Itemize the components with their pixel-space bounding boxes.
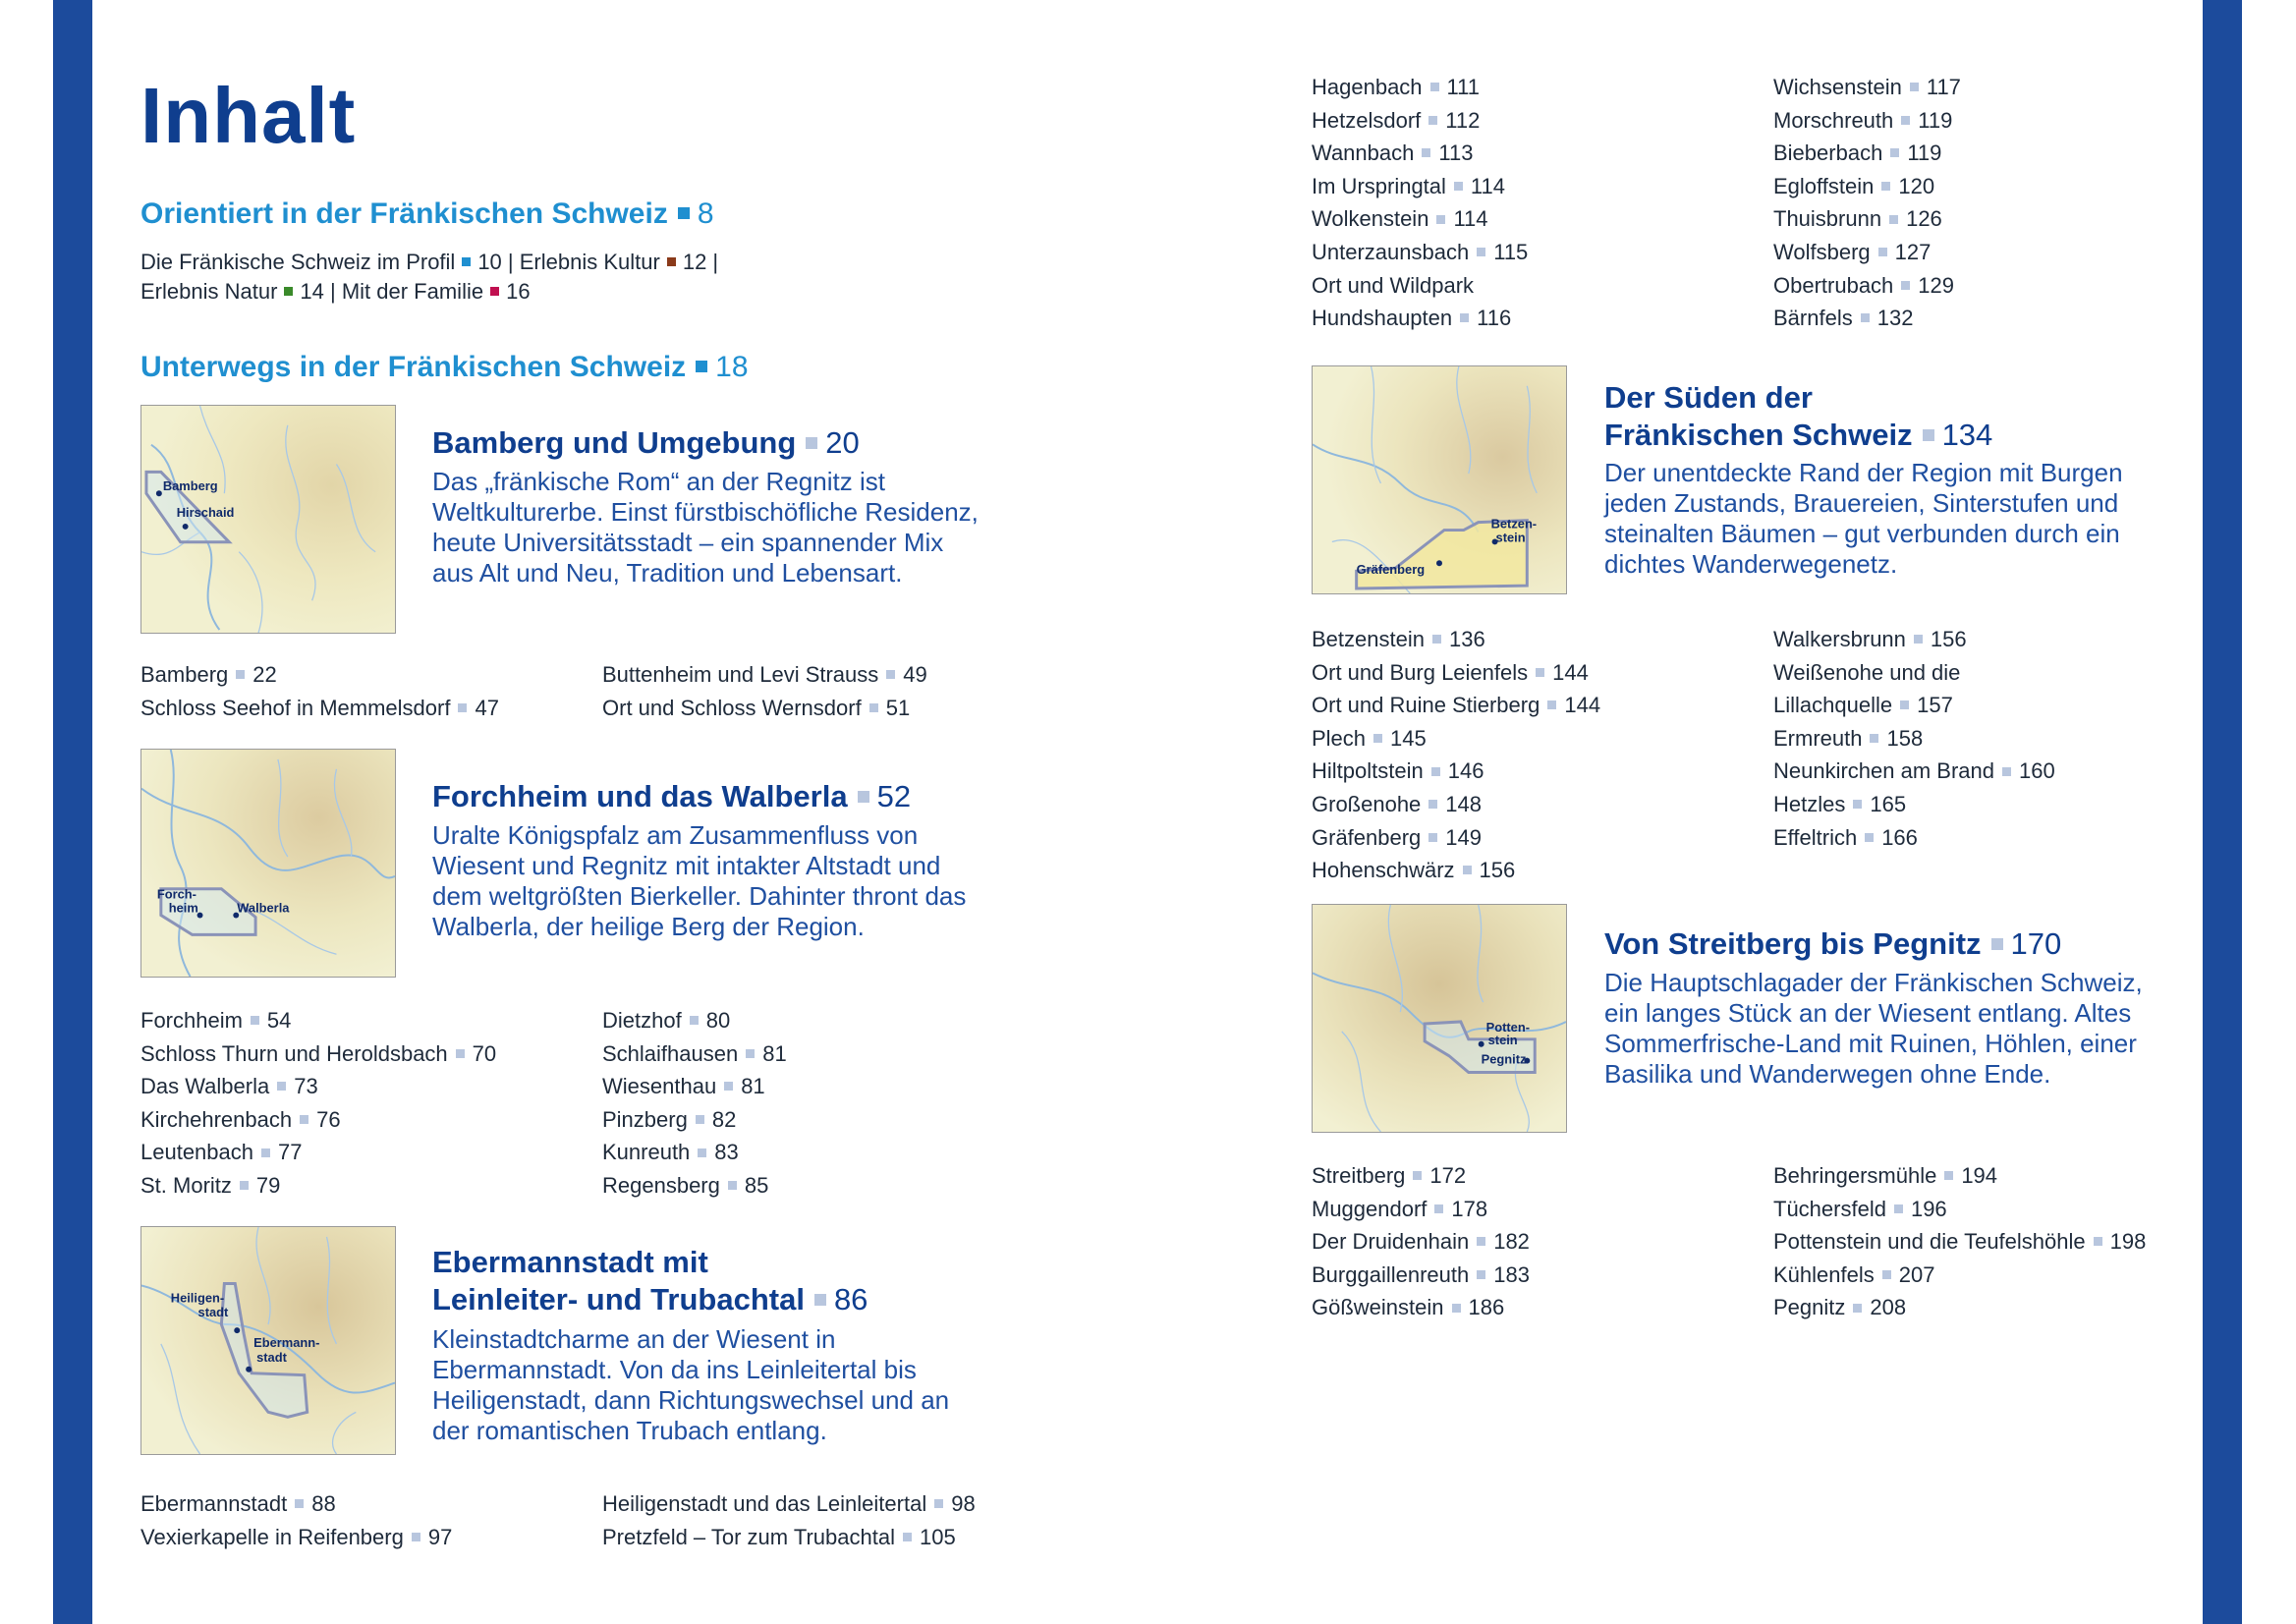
- square-bullet-icon: [1853, 800, 1862, 809]
- square-bullet-icon: [295, 1499, 304, 1508]
- square-bullet-icon: [1901, 281, 1910, 290]
- square-bullet-icon: [724, 1082, 733, 1091]
- square-bullet-icon: [934, 1499, 943, 1508]
- square-bullet-icon: [1477, 248, 1485, 256]
- entry-profil[interactable]: Die Fränkische Schweiz im Profil 10: [140, 250, 502, 274]
- list-item[interactable]: Muggendorf 178: [1312, 1196, 1488, 1221]
- list-item[interactable]: Streitberg 172: [1312, 1163, 1467, 1188]
- list-item[interactable]: Dietzhof 80: [602, 1008, 731, 1033]
- map-label-hirschaid: Hirschaid: [176, 505, 235, 521]
- square-bullet-icon: [1923, 429, 1934, 441]
- list-item[interactable]: Hetzelsdorf 112: [1312, 107, 1481, 133]
- square-bullet-icon: [1878, 248, 1887, 256]
- square-bullet-icon: [462, 257, 471, 266]
- list-item[interactable]: Vexierkapelle in Reifenberg 97: [140, 1524, 453, 1549]
- list-item[interactable]: Burggaillenreuth 183: [1312, 1261, 1530, 1287]
- square-bullet-icon: [1477, 1237, 1485, 1246]
- list-item[interactable]: Kunreuth 83: [602, 1140, 739, 1165]
- list-item[interactable]: Der Druidenhain 182: [1312, 1229, 1530, 1255]
- entry-list-continued-col1: [1312, 71, 1528, 335]
- page-title: Inhalt: [140, 72, 357, 159]
- square-bullet-icon: [458, 703, 467, 712]
- list-item[interactable]: Ort und Schloss Wernsdorf 51: [602, 695, 911, 720]
- entry-list-bamberg-col1: [140, 658, 499, 724]
- square-bullet-icon: [1861, 313, 1870, 322]
- list-item[interactable]: Wolkenstein 114: [1312, 206, 1488, 232]
- map-label-betzenstein-1: Betzen-: [1490, 516, 1538, 532]
- section-heading-orientiert[interactable]: Orientiert in der Fränkischen Schweiz 8: [140, 197, 714, 230]
- list-item[interactable]: Ermreuth 158: [1773, 725, 1924, 751]
- square-bullet-icon: [1865, 833, 1874, 842]
- list-item[interactable]: Bärnfels 132: [1773, 306, 1914, 331]
- list-item[interactable]: Gräfenberg 149: [1312, 824, 1483, 850]
- list-item[interactable]: Hiltpoltstein 146: [1312, 758, 1484, 784]
- square-bullet-icon: [1460, 313, 1469, 322]
- map-label-forchheim-1: Forch-: [156, 886, 196, 902]
- list-item[interactable]: Betzenstein 136: [1312, 627, 1485, 651]
- region-title-sueden[interactable]: Der Süden der Fränkischen Schweiz 134: [1604, 380, 1993, 452]
- square-bullet-icon: [1889, 215, 1898, 224]
- map-label-betzenstein-2: stein: [1495, 530, 1526, 545]
- list-item[interactable]: Hundshaupten 116: [1312, 306, 1512, 331]
- square-bullet-icon: [240, 1181, 249, 1190]
- square-bullet-icon: [1881, 182, 1890, 191]
- list-item[interactable]: Ebermannstadt 88: [140, 1491, 336, 1516]
- region-map-ebermannstadt[interactable]: [140, 1226, 396, 1455]
- list-item[interactable]: Bieberbach 119: [1773, 140, 1942, 166]
- map-label-forchheim-2: heim: [168, 900, 198, 916]
- region-description-ebermannstadt: Kleinstadtcharme an der Wiesent in Ebermannstadt. Von da ins Leinleitertal bis Heiligenstadt, dann Richtungswechsel und an der romantischen Trubach entlang.: [432, 1324, 950, 1445]
- list-item[interactable]: Forchheim 54: [140, 1008, 292, 1033]
- region-map-sueden[interactable]: [1312, 365, 1567, 594]
- list-item[interactable]: Schloss Thurn und Heroldsbach 70: [140, 1040, 497, 1066]
- map-label-pottenstein-1: Potten-: [1485, 1019, 1530, 1035]
- square-bullet-icon: [2002, 767, 2011, 776]
- square-bullet-icon: [1900, 700, 1909, 709]
- region-title-streitberg[interactable]: Von Streitberg bis Pegnitz 170: [1604, 926, 2062, 961]
- map-label-ebermannstadt-2: stadt: [256, 1349, 287, 1365]
- list-item[interactable]: Unterzaunsbach 115: [1312, 239, 1529, 264]
- square-bullet-icon: [1428, 800, 1437, 809]
- list-item[interactable]: Wannbach 113: [1312, 140, 1474, 166]
- square-bullet-icon: [806, 437, 817, 449]
- map-label-graefenberg: Gräfenberg: [1356, 562, 1426, 578]
- square-bullet-icon: [696, 1115, 704, 1124]
- entry-list-forchheim-col2: [602, 1004, 787, 1203]
- list-item[interactable]: Egloffstein 120: [1773, 173, 1935, 198]
- square-bullet-icon: [1991, 938, 2003, 950]
- list-item[interactable]: Weißenohe und die: [1773, 659, 1961, 685]
- list-item[interactable]: Regensberg 85: [602, 1172, 769, 1198]
- entry-list-streitberg-col1: [1312, 1159, 1530, 1324]
- list-item[interactable]: Hagenbach 111: [1312, 75, 1480, 99]
- list-item[interactable]: Schlaifhausen 81: [602, 1040, 787, 1066]
- square-bullet-icon: [1944, 1171, 1953, 1180]
- square-bullet-icon: [277, 1082, 286, 1091]
- region-map-forchheim[interactable]: [140, 749, 396, 978]
- map-label-pottenstein-2: stein: [1487, 1032, 1518, 1047]
- list-item[interactable]: Bamberg 22: [140, 662, 277, 687]
- map-label-heiligenstadt-2: stadt: [197, 1305, 229, 1320]
- list-item[interactable]: Gößweinstein 186: [1312, 1295, 1505, 1320]
- square-bullet-icon: [903, 1533, 912, 1541]
- square-bullet-icon: [698, 1148, 706, 1157]
- entry-list-continued-col2: [1773, 71, 1961, 335]
- map-label-walberla: Walberla: [237, 900, 290, 916]
- list-item[interactable]: Plech 145: [1312, 725, 1427, 751]
- square-bullet-icon: [1373, 734, 1382, 743]
- square-bullet-icon: [696, 361, 707, 372]
- list-item[interactable]: Pottenstein und die Teufelshöhle 198: [1773, 1229, 2147, 1255]
- list-item[interactable]: Behringersmühle 194: [1773, 1163, 1998, 1188]
- list-item[interactable]: Obertrubach 129: [1773, 272, 1955, 298]
- right-edge-bar: [2203, 0, 2242, 1624]
- square-bullet-icon: [1536, 668, 1544, 677]
- square-bullet-icon: [261, 1148, 270, 1157]
- square-bullet-icon: [490, 287, 499, 296]
- square-bullet-icon: [728, 1181, 737, 1190]
- square-bullet-icon: [1547, 700, 1556, 709]
- list-item[interactable]: Kirchehrenbach 76: [140, 1106, 341, 1132]
- list-item[interactable]: Wolfsberg 127: [1773, 239, 1932, 264]
- square-bullet-icon: [667, 257, 676, 266]
- square-bullet-icon: [1914, 635, 1923, 644]
- entry-list-bamberg-col2: [602, 658, 927, 724]
- square-bullet-icon: [869, 703, 878, 712]
- square-bullet-icon: [1894, 1204, 1903, 1213]
- region-map-bamberg[interactable]: [140, 405, 396, 634]
- region-description-streitberg: Die Hauptschlagader der Fränkischen Schweiz, ein langes Stück an der Wiesent entlang. Altes Sommerfrische-Land mit Ruinen, Höhlen, einer Basilika und Wanderwegen ohne Ende.: [1604, 968, 2143, 1089]
- square-bullet-icon: [412, 1533, 420, 1541]
- list-item[interactable]: Buttenheim und Levi Strauss 49: [602, 662, 927, 687]
- square-bullet-icon: [1452, 1304, 1461, 1313]
- entry-list-streitberg-col2: [1773, 1159, 2146, 1324]
- list-item[interactable]: Im Urspringtal 114: [1312, 173, 1505, 198]
- square-bullet-icon: [456, 1049, 465, 1058]
- list-item[interactable]: Lillachquelle 157: [1773, 693, 1953, 718]
- square-bullet-icon: [858, 791, 869, 803]
- square-bullet-icon: [1434, 1204, 1443, 1213]
- list-item[interactable]: Schloss Seehof in Memmelsdorf 47: [140, 695, 499, 720]
- square-bullet-icon: [1436, 215, 1445, 224]
- list-item[interactable]: Pinzberg 82: [602, 1106, 737, 1132]
- section-heading-unterwegs[interactable]: Unterwegs in der Fränkischen Schweiz 18: [140, 351, 749, 383]
- entry-familie[interactable]: Mit der Familie 16: [341, 279, 531, 304]
- square-bullet-icon: [1890, 148, 1899, 157]
- square-bullet-icon: [1422, 148, 1430, 157]
- square-bullet-icon: [678, 207, 690, 219]
- square-bullet-icon: [1853, 1304, 1862, 1313]
- square-bullet-icon: [1431, 767, 1440, 776]
- square-bullet-icon: [1430, 83, 1439, 91]
- entry-natur[interactable]: Erlebnis Natur 14: [140, 279, 324, 304]
- list-item[interactable]: Pretzfeld – Tor zum Trubachtal 105: [602, 1524, 956, 1549]
- entry-list-sueden-col2: [1773, 623, 2055, 854]
- region-map-streitberg[interactable]: [1312, 904, 1567, 1133]
- region-title-bamberg[interactable]: Bamberg und Umgebung 20: [432, 425, 860, 460]
- square-bullet-icon: [1901, 116, 1910, 125]
- square-bullet-icon: [2094, 1237, 2102, 1246]
- list-item[interactable]: Heiligenstadt und das Leinleitertal 98: [602, 1491, 976, 1516]
- square-bullet-icon: [1413, 1171, 1422, 1180]
- square-bullet-icon: [1454, 182, 1463, 191]
- entry-kultur[interactable]: Erlebnis Kultur 12: [519, 250, 707, 274]
- list-item[interactable]: Walkersbrunn 156: [1773, 627, 1967, 651]
- list-item[interactable]: Das Walberla 73: [140, 1074, 318, 1099]
- list-item[interactable]: Leutenbach 77: [140, 1140, 303, 1165]
- square-bullet-icon: [1477, 1270, 1485, 1279]
- square-bullet-icon: [1432, 635, 1441, 644]
- list-item[interactable]: Effeltrich 166: [1773, 824, 1918, 850]
- list-item[interactable]: Neunkirchen am Brand 160: [1773, 758, 2055, 784]
- left-edge-bar: [53, 0, 92, 1624]
- list-item[interactable]: Tüchersfeld 196: [1773, 1196, 1947, 1221]
- square-bullet-icon: [1910, 83, 1919, 91]
- square-bullet-icon: [236, 670, 245, 679]
- square-bullet-icon: [1870, 734, 1878, 743]
- region-title-ebermannstadt[interactable]: Ebermannstadt mit Leinleiter- und Trubachtal 86: [432, 1245, 868, 1316]
- map-label-pegnitz: Pegnitz: [1481, 1051, 1527, 1067]
- list-item[interactable]: Thuisbrunn 126: [1773, 206, 1942, 232]
- square-bullet-icon: [300, 1115, 308, 1124]
- list-item[interactable]: Pegnitz 208: [1773, 1295, 1907, 1320]
- list-item[interactable]: Ort und Burg Leienfels 144: [1312, 659, 1589, 685]
- square-bullet-icon: [251, 1016, 259, 1025]
- list-item[interactable]: St. Moritz 79: [140, 1172, 281, 1198]
- map-label-heiligenstadt-1: Heiligen-: [170, 1290, 225, 1306]
- entry-list-sueden-col1: [1312, 623, 1600, 887]
- square-bullet-icon: [1463, 866, 1472, 874]
- square-bullet-icon: [1428, 116, 1437, 125]
- region-title-forchheim[interactable]: Forchheim und das Walberla 52: [432, 779, 912, 813]
- square-bullet-icon: [284, 287, 293, 296]
- list-item[interactable]: Ort und Ruine Stierberg 144: [1312, 693, 1601, 718]
- square-bullet-icon: [1428, 833, 1437, 842]
- square-bullet-icon: [690, 1016, 699, 1025]
- list-item[interactable]: Ort und Wildpark: [1312, 272, 1475, 298]
- list-item[interactable]: Wiesenthau 81: [602, 1074, 765, 1099]
- square-bullet-icon: [886, 670, 895, 679]
- profile-entries: Die Fränkische Schweiz im Profil 10 | Erlebnis Kultur 12 | Erlebnis Natur 14 | Mit der Familie 16: [140, 250, 719, 304]
- region-description-bamberg: Das „fränkische Rom“ an der Regnitz ist Weltkulturerbe. Einst fürstbischöfliche Residenz, heute Universitätsstadt – ein spannender Mix aus Alt und Neu, Tradition und Lebensart.: [432, 467, 979, 588]
- region-description-forchheim: Uralte Königspfalz am Zusammenfluss von Wiesent und Regnitz mit intakter Altstadt und dem weltgrößten Bierkeller. Dahinter thront das Walberla, der heilige Berg der Region.: [432, 820, 967, 941]
- list-item[interactable]: Hohenschwärz 156: [1312, 858, 1516, 883]
- list-item[interactable]: Morschreuth 119: [1773, 107, 1953, 133]
- list-item[interactable]: Großenohe 148: [1312, 791, 1483, 816]
- list-item[interactable]: Kühlenfels 207: [1773, 1261, 1935, 1287]
- square-bullet-icon: [1882, 1270, 1891, 1279]
- region-description-sueden: Der unentdeckte Rand der Region mit Burgen jeden Zustands, Brauereien, Sinterstufen und steinalten Bäumen – gut verbunden durch ein dichtes Wanderwegenetz.: [1604, 458, 2123, 579]
- square-bullet-icon: [746, 1049, 755, 1058]
- map-label-ebermannstadt-1: Ebermann-: [253, 1334, 320, 1350]
- map-label-bamberg: Bamberg: [162, 478, 218, 494]
- list-item[interactable]: Wichsenstein 117: [1773, 75, 1961, 99]
- square-bullet-icon: [814, 1294, 826, 1306]
- entry-list-ebermannstadt-col2: [602, 1487, 976, 1553]
- entry-list-forchheim-col1: [140, 1004, 496, 1203]
- list-item[interactable]: Hetzles 165: [1773, 791, 1907, 816]
- entry-list-ebermannstadt-col1: [140, 1487, 452, 1553]
